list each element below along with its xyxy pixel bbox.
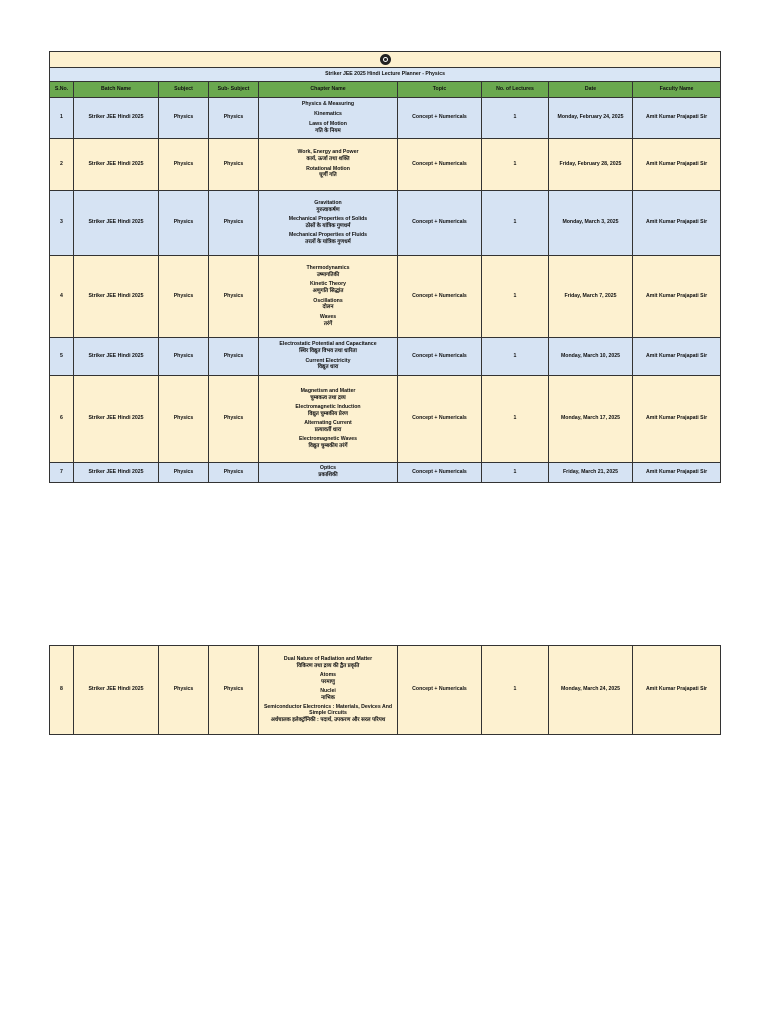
chapter-english-name: Thermodynamics bbox=[306, 265, 350, 272]
table-row bbox=[50, 646, 721, 735]
faculty-name-cell: Amit Kumar Prajapati Sir bbox=[633, 256, 721, 338]
subject-cell: Physics bbox=[159, 98, 209, 139]
table-row bbox=[50, 338, 721, 376]
chapter-name-cell bbox=[259, 139, 398, 191]
planner-title: Striker JEE 2025 Hindi Lecture Planner - Physics bbox=[50, 68, 721, 82]
batch-name-cell: Striker JEE Hindi 2025 bbox=[74, 463, 159, 483]
lectures-header: No. of Lectures bbox=[482, 82, 549, 98]
subject-cell: Physics bbox=[159, 139, 209, 191]
lectures-cell: 1 bbox=[482, 463, 549, 483]
lecture-planner-table-continued bbox=[49, 645, 721, 735]
chapter-hindi-name: विद्युत धारा bbox=[317, 364, 339, 371]
logo-cell bbox=[50, 52, 721, 68]
sub-subject-header: Sub- Subject bbox=[209, 82, 259, 98]
chapter-hindi-name: स्थिर विद्युत विभव तथा धारिता bbox=[299, 348, 357, 355]
chapter-english-name: Waves bbox=[319, 313, 337, 320]
date-cell: Monday, February 24, 2025 bbox=[549, 98, 633, 139]
chapter-name-cell bbox=[259, 191, 398, 256]
chapter-english-name: Physics & Measuring bbox=[301, 100, 355, 107]
subject-cell: Physics bbox=[159, 338, 209, 376]
batch-name-cell: Striker JEE Hindi 2025 bbox=[74, 646, 159, 735]
chapter-hindi-name: कार्य, ऊर्जा तथा शक्ति bbox=[306, 156, 350, 163]
subject-cell: Physics bbox=[159, 376, 209, 463]
topic-header: Topic bbox=[398, 82, 482, 98]
lectures-cell: 1 bbox=[482, 256, 549, 338]
sub-subject-cell: Physics bbox=[209, 463, 259, 483]
batch-name-cell: Striker JEE Hindi 2025 bbox=[74, 139, 159, 191]
date-cell: Monday, March 10, 2025 bbox=[549, 338, 633, 376]
chapter-hindi-name: तरंगें bbox=[323, 320, 333, 327]
chapter-hindi-name: परमाणु bbox=[321, 678, 335, 685]
sno-cell: 6 bbox=[50, 376, 74, 463]
chapter-name-cell bbox=[259, 376, 398, 463]
chapter-english-name: Electromagnetic Induction bbox=[295, 403, 361, 410]
date-cell: Monday, March 24, 2025 bbox=[549, 646, 633, 735]
lectures-cell: 1 bbox=[482, 98, 549, 139]
chapter-hindi-name: विकिरण तथा द्रव्य की द्वैत प्रकृति bbox=[296, 662, 360, 669]
chapter-hindi-name: घूर्णी गति bbox=[319, 172, 337, 179]
header-row bbox=[50, 82, 721, 98]
chapter-english-name: Magnetism and Matter bbox=[300, 387, 356, 394]
batch-name-cell: Striker JEE Hindi 2025 bbox=[74, 338, 159, 376]
faculty-name-cell: Amit Kumar Prajapati Sir bbox=[633, 191, 721, 256]
table-row bbox=[50, 98, 721, 139]
lectures-cell: 1 bbox=[482, 376, 549, 463]
sub-subject-cell: Physics bbox=[209, 338, 259, 376]
chapter-english-name: Mechanical Properties of Fluids bbox=[288, 232, 368, 239]
chapter-english-name: Electrostatic Potential and Capacitance bbox=[279, 341, 377, 348]
date-cell: Monday, March 3, 2025 bbox=[549, 191, 633, 256]
chapter-hindi-name: तरलों के यांत्रिक गुणधर्म bbox=[305, 239, 351, 246]
brand-logo-icon bbox=[380, 54, 391, 65]
chapter-hindi-name: विद्युत चुम्बकीय प्रेरण bbox=[308, 410, 348, 417]
topic-cell: Concept + Numericals bbox=[398, 646, 482, 735]
chapter-name-cell bbox=[259, 256, 398, 338]
faculty-name-cell: Amit Kumar Prajapati Sir bbox=[633, 98, 721, 139]
chapter-hindi-name: विद्युत चुम्बकीय तरंगें bbox=[308, 443, 348, 450]
batch-name-cell: Striker JEE Hindi 2025 bbox=[74, 376, 159, 463]
chapter-name-header: Chapter Name bbox=[259, 82, 398, 98]
faculty-name-cell: Amit Kumar Prajapati Sir bbox=[633, 463, 721, 483]
chapter-hindi-name: ठोसों के यांत्रिक गुणधर्म bbox=[305, 222, 351, 229]
table-row bbox=[50, 191, 721, 256]
date-cell: Friday, March 21, 2025 bbox=[549, 463, 633, 483]
batch-name-cell: Striker JEE Hindi 2025 bbox=[74, 256, 159, 338]
chapter-hindi-name: अणुगति सिद्धांत bbox=[312, 288, 344, 295]
sub-subject-cell: Physics bbox=[209, 256, 259, 338]
date-header: Date bbox=[549, 82, 633, 98]
sno-cell: 1 bbox=[50, 98, 74, 139]
sno-header: S.No. bbox=[50, 82, 74, 98]
chapter-english-name: Gravitation bbox=[314, 199, 342, 206]
sno-cell: 8 bbox=[50, 646, 74, 735]
chapter-english-name: Optics bbox=[319, 465, 337, 472]
sno-cell: 5 bbox=[50, 338, 74, 376]
chapter-name-cell bbox=[259, 646, 398, 735]
batch-name-cell: Striker JEE Hindi 2025 bbox=[74, 191, 159, 256]
lectures-cell: 1 bbox=[482, 139, 549, 191]
table-row bbox=[50, 139, 721, 191]
faculty-name-cell: Amit Kumar Prajapati Sir bbox=[633, 139, 721, 191]
subject-cell: Physics bbox=[159, 191, 209, 256]
chapter-name-cell bbox=[259, 463, 398, 483]
topic-cell: Concept + Numericals bbox=[398, 256, 482, 338]
topic-cell: Concept + Numericals bbox=[398, 338, 482, 376]
table-row bbox=[50, 376, 721, 463]
topic-cell: Concept + Numericals bbox=[398, 376, 482, 463]
lectures-cell: 1 bbox=[482, 646, 549, 735]
subject-cell: Physics bbox=[159, 256, 209, 338]
chapter-english-name: Alternating Current bbox=[304, 420, 352, 426]
sub-subject-cell: Physics bbox=[209, 646, 259, 735]
chapter-english-name: Kinematics bbox=[314, 110, 342, 117]
subject-cell: Physics bbox=[159, 463, 209, 483]
chapter-name-cell bbox=[259, 98, 398, 139]
sub-subject-cell: Physics bbox=[209, 376, 259, 463]
chapter-hindi-name: चुम्बकत्व तथा द्रव्य bbox=[310, 394, 346, 401]
chapter-english-name: Laws of Motion bbox=[309, 120, 347, 127]
chapter-english-name: Work, Energy and Power bbox=[297, 149, 359, 156]
sno-cell: 3 bbox=[50, 191, 74, 256]
topic-cell: Concept + Numericals bbox=[398, 463, 482, 483]
chapter-hindi-name: दोलन bbox=[322, 304, 334, 311]
chapter-hindi-name: अर्धचालक इलेक्ट्रॉनिकी : पदार्थ, उपकरण और सरल परिपथ bbox=[270, 717, 386, 724]
faculty-name-cell: Amit Kumar Prajapati Sir bbox=[633, 646, 721, 735]
date-cell: Monday, March 17, 2025 bbox=[549, 376, 633, 463]
chapter-english-name: Nuclei bbox=[320, 688, 336, 695]
chapter-english-name: Mechanical Properties of Solids bbox=[288, 215, 368, 222]
chapter-hindi-name: नाभिक bbox=[321, 694, 335, 701]
chapter-hindi-name: प्रकाशिकी bbox=[318, 472, 338, 479]
batch-name-header: Batch Name bbox=[74, 82, 159, 98]
chapter-english-name: Electromagnetic Waves bbox=[298, 436, 358, 443]
subject-cell: Physics bbox=[159, 646, 209, 735]
sub-subject-cell: Physics bbox=[209, 191, 259, 256]
chapter-hindi-name: गुरुत्वाकर्षण bbox=[316, 206, 340, 213]
chapter-english-name: Dual Nature of Radiation and Matter bbox=[283, 655, 373, 662]
chapter-english-name: Oscillations bbox=[313, 297, 343, 304]
chapter-english-name: Semiconductor Electronics : Materials, Devices And Simple Circuits bbox=[263, 704, 393, 717]
faculty-name-cell: Amit Kumar Prajapati Sir bbox=[633, 376, 721, 463]
faculty-name-header: Faculty Name bbox=[633, 82, 721, 98]
topic-cell: Concept + Numericals bbox=[398, 139, 482, 191]
chapter-hindi-name: प्रत्यावर्ती धारा bbox=[314, 426, 342, 433]
sno-cell: 2 bbox=[50, 139, 74, 191]
chapter-english-name: Current Electricity bbox=[305, 357, 351, 364]
topic-cell: Concept + Numericals bbox=[398, 98, 482, 139]
sno-cell: 7 bbox=[50, 463, 74, 483]
batch-name-cell: Striker JEE Hindi 2025 bbox=[74, 98, 159, 139]
faculty-name-cell: Amit Kumar Prajapati Sir bbox=[633, 338, 721, 376]
topic-cell: Concept + Numericals bbox=[398, 191, 482, 256]
sub-subject-cell: Physics bbox=[209, 139, 259, 191]
sub-subject-cell: Physics bbox=[209, 98, 259, 139]
chapter-english-name: Atoms bbox=[319, 671, 337, 678]
subject-header: Subject bbox=[159, 82, 209, 98]
lecture-planner-table bbox=[49, 51, 721, 483]
date-cell: Friday, February 28, 2025 bbox=[549, 139, 633, 191]
chapter-hindi-name: गति के नियम bbox=[315, 127, 341, 134]
chapter-name-cell bbox=[259, 338, 398, 376]
chapter-english-name: Rotational Motion bbox=[306, 165, 350, 172]
chapter-english-name: Kinetic Theory bbox=[309, 281, 347, 288]
sno-cell: 4 bbox=[50, 256, 74, 338]
table-row bbox=[50, 256, 721, 338]
chapter-hindi-name: उष्मागतिकी bbox=[316, 272, 340, 279]
lectures-cell: 1 bbox=[482, 191, 549, 256]
table-row bbox=[50, 463, 721, 483]
date-cell: Friday, March 7, 2025 bbox=[549, 256, 633, 338]
lectures-cell: 1 bbox=[482, 338, 549, 376]
